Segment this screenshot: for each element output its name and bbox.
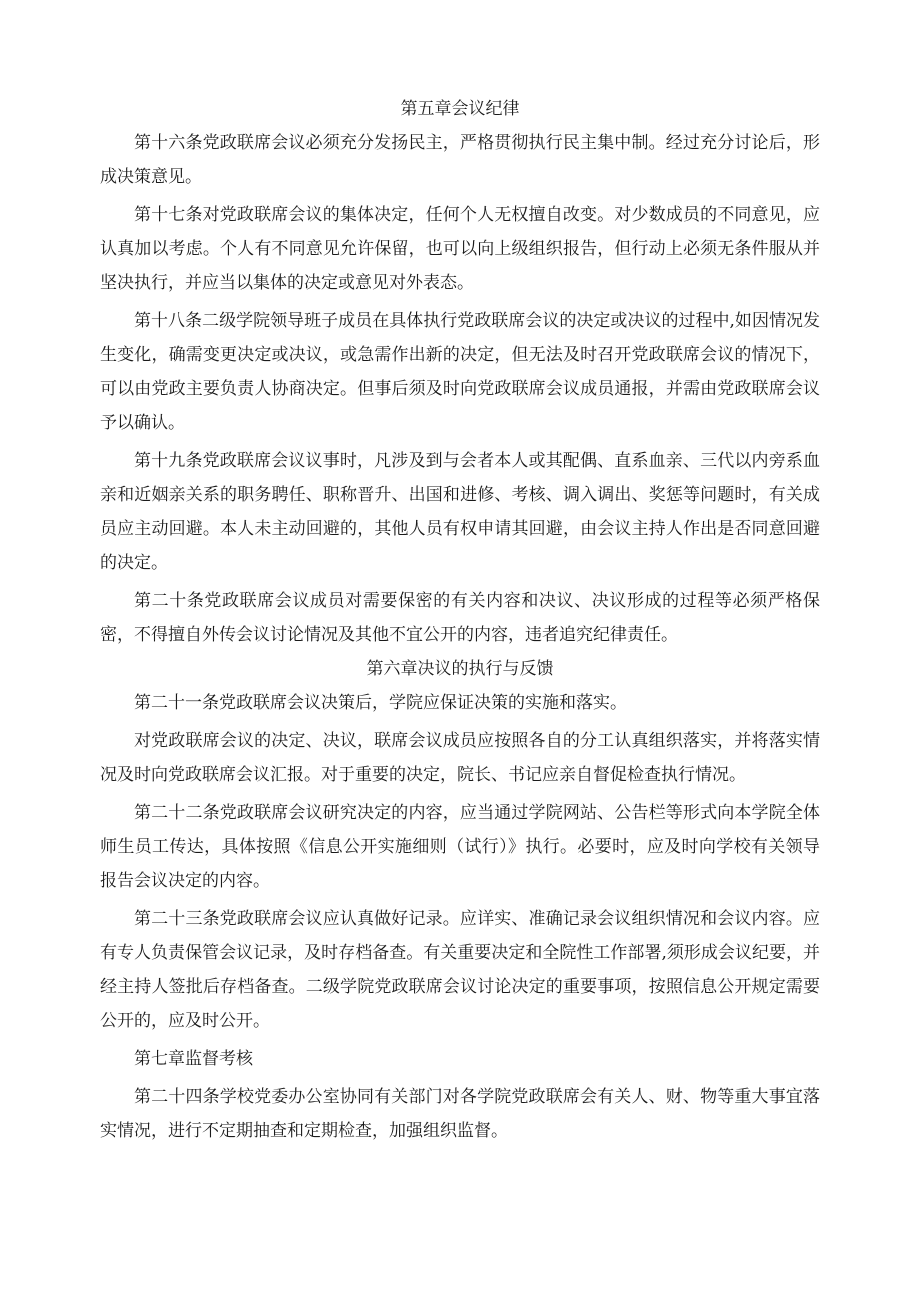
article-21: 第二十一条党政联席会议决策后，学院应保证决策的实施和落实。 xyxy=(134,693,627,713)
article-22: 第二十二条党政联席会议研究决定的内容，应当通过学院网站、公告栏等形式向本学院全体师生员工传达，具体按照《信息公开实施细则（试行）》执行。必要时，应及时向学校有关领导报告会议决定的内容。 xyxy=(100,803,820,891)
article-21-detail: 对党政联席会议的决定、决议，联席会议成员应按照各自的分工认真组织落实，并将落实情况及时向党政联席会议汇报。对于重要的决定，院长、书记应亲自督促检查执行情况。 xyxy=(100,731,820,785)
chapter-7-title: 第七章监督考核 xyxy=(134,1049,253,1069)
article-16: 第十六条党政联席会议必须充分发扬民主，严格贯彻执行民主集中制。经过充分讨论后，形成决策意见。 xyxy=(100,133,820,187)
document-body xyxy=(100,92,820,1148)
chapter-6-title: 第六章决议的执行与反馈 xyxy=(366,659,554,679)
article-18: 第十八条二级学院领导班子成员在具体执行党政联席会议的决定或决议的过程中,如因情况发生变化，确需变更决定或决议，或急需作出新的决定，但无法及时召开党政联席会议的情况下，可以由党政主要负责人协商决定。但事后须及时向党政联席会议成员通报，并需由党政联席会议予以确认。 xyxy=(100,311,820,433)
article-20: 第二十条党政联席会议成员对需要保密的有关内容和决议、决议形成的过程等必须严格保密，不得擅自外传会议讨论情况及其他不宜公开的内容，违者追究纪律责任。 xyxy=(100,591,820,645)
article-23: 第二十三条党政联席会议应认真做好记录。应详实、准确记录会议组织情况和会议内容。应有专人负责保管会议记录，及时存档备查。有关重要决定和全院性工作部署,须形成会议纪要，并经主持人签批后存档备查。二级学院党政联席会议讨论决定的重要事项，按照信息公开规定需要公开的，应及时公开。 xyxy=(100,909,820,1031)
article-19: 第十九条党政联席会议议事时，凡涉及到与会者本人或其配偶、直系血亲、三代以内旁系血亲和近姻亲关系的职务聘任、职称晋升、出国和进修、考核、调入调出、奖惩等问题时，有关成员应主动回避。本人未主动回避的，其他人员有权申请其回避，由会议主持人作出是否同意回避的决定。 xyxy=(100,451,820,573)
article-24: 第二十四条学校党委办公室协同有关部门对各学院党政联席会有关人、财、物等重大事宜落实情况，进行不定期抽查和定期检查，加强组织监督。 xyxy=(100,1087,820,1141)
chapter-5-title: 第五章会议纪律 xyxy=(400,99,520,119)
article-17: 第十七条对党政联席会议的集体决定，任何个人无权擅自改变。对少数成员的不同意见，应认真加以考虑。个人有不同意见允许保留，也可以向上级组织报告，但行动上必须无条件服从并坚决执行，并应当以集体的决定或意见对外表态。 xyxy=(100,205,820,293)
